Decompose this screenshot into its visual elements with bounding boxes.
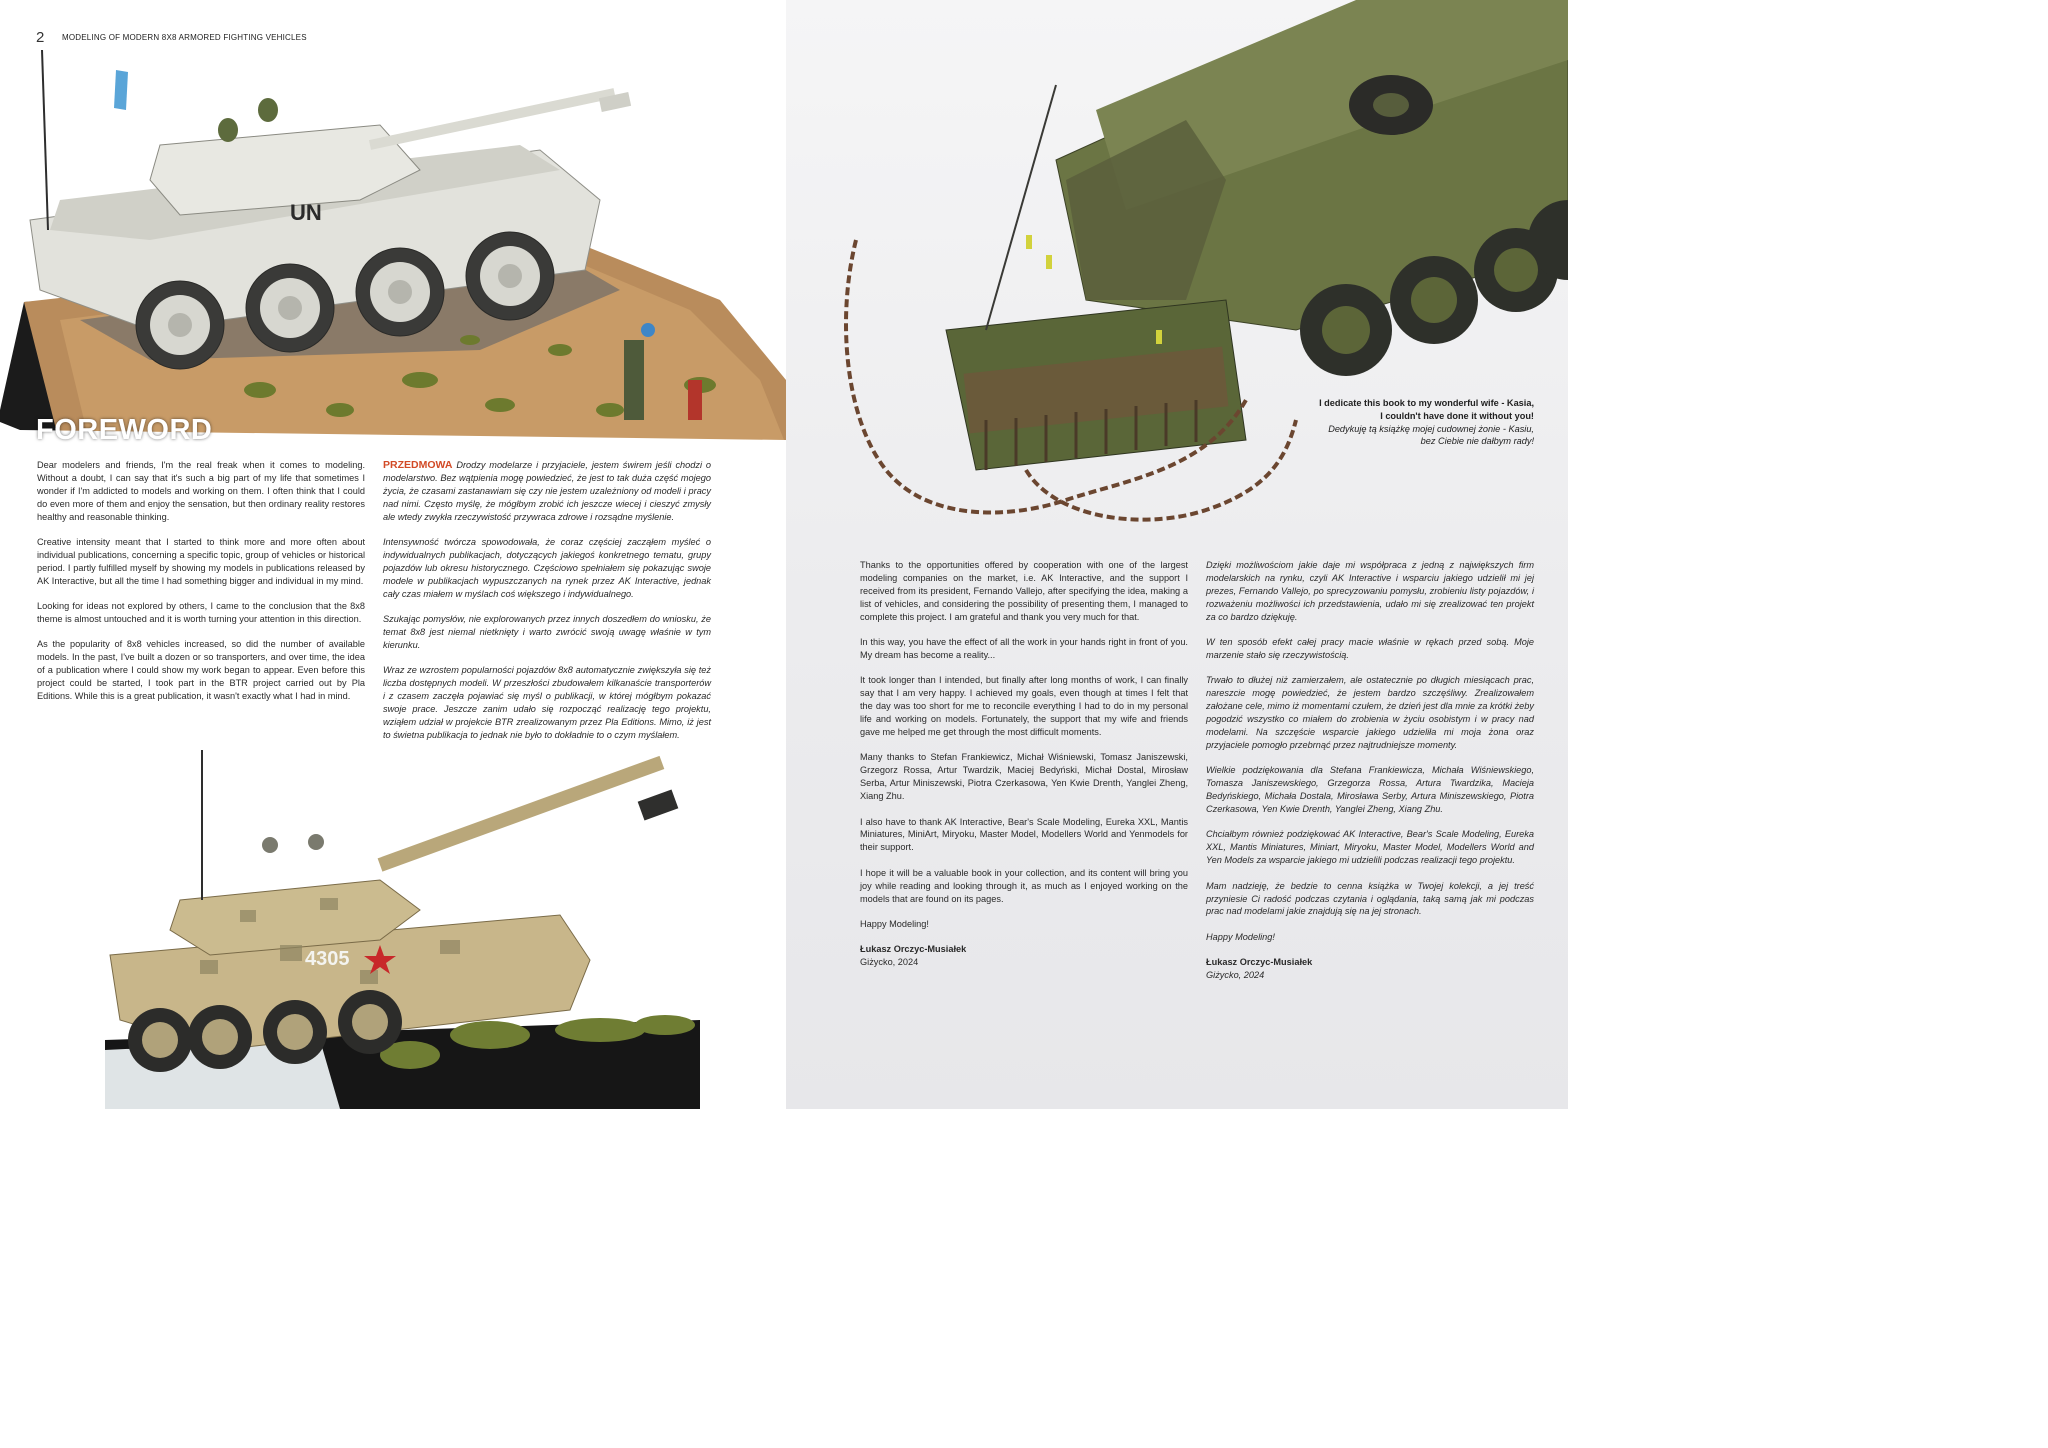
- signature-place: Giżycko, 2024: [1206, 970, 1265, 981]
- paragraph: Mam nadzieję, że bedzie to cenna książka w Twojej kolekcji, a jej treść przyniesie Ci radość podczas czytania i oglądania, taką samą jak mi podczas prac nad modelami jakie znajdują się na jej stronach.: [1206, 880, 1534, 917]
- paragraph: Thanks to the opportunities offered by cooperation with one of the largest modeling companies on the market, i.e. AK Interactive, and the support I received from its president, Fernando Vallejo, after specifying the idea, making a list of vehicles, and considering the possibility of presenting them, I managed to complete this project. I am grateful and thank you very much for that.: [860, 560, 1188, 622]
- paragraph: Dear modelers and friends, I'm the real freak when it comes to modeling. Without a doubt, I can say that it's such a big part of my life that sometimes I wonder if I'm addicted to models and working on them. I often think that I could do even more of them and enjoy the sensation, but then ordinary reality restores healthy and reasonable thinking.: [37, 460, 365, 522]
- dedication-polish-line: bez Ciebie nie dałbym rady!: [1420, 436, 1534, 447]
- hull-marking: UN: [290, 200, 322, 225]
- signature-name: Łukasz Orczyc-Musiałek: [860, 944, 967, 955]
- paragraph: Szukając pomysłów, nie explorowanych przez innych doszedłem do wniosku, że temat 8x8 jest niemal nietknięty i warto zwrócić swoją uwagę właśnie w tym kierunku.: [383, 614, 711, 650]
- paragraph: Looking for ideas not explored by others, I came to the conclusion that the 8x8 theme is almost untouched and it is worth turning your attention in this direction.: [37, 601, 365, 625]
- signature-place: Giżycko, 2024: [860, 957, 919, 968]
- camo-vehicle-diorama-photo: [80, 750, 730, 1109]
- paragraph: Many thanks to Stefan Frankiewicz, Michał Wiśniewski, Tomasz Janiszewski, Grzegorz Rossa, Artur Twardzik, Maciej Bedyński, Michał Dostal, Mirosław Serba, Artur Miniszewski, Piotra Czerkasowa, Yen Kwie Drenth, Yanglei Zheng, Xiang Zhu.: [860, 752, 1188, 802]
- hull-number: 4305: [305, 948, 350, 970]
- paragraph: Wielkie podziękowania dla Stefana Frankiewicza, Michała Wiśniewskiego, Tomasza Janiszewskiego, Grzegorza Rossa, Artura Twardzika, Macieja Bedyńskiego, Michała Dostala, Mirosława Serby, Artura Miniszewskiego, Piotra Czerkasowa, Yen Kwie Drenth, Yanglei Zheng, Xiang Zhu.: [1206, 765, 1534, 814]
- dedication-polish-line: Dedykuję tą książkę mojej cudownej żonie - Kasiu,: [1328, 423, 1534, 434]
- foreword-english-column: [37, 459, 365, 716]
- dedication-english-line: I dedicate this book to my wonderful wife - Kasia,: [1319, 398, 1534, 408]
- paragraph: Wraz ze wzrostem popularności pojazdów 8x8 automatycznie zwiększyła się też liczba dostępnych modeli. W przeszłości zbudowałem kilkanaście transporterów i z czasem zaczęła pojawiać się myśl o publikacji, w której mógłbym pokazać swoje prace. Jeszcze zanim udało się rozpocząć realizację tego projektu, wziąłem udział w projekcie BTR zrealizowanym przez Pla Editions. Mimo, iż jest to świetna publikacja to jednak nie było to dokładnie to o czym myślałem.: [383, 665, 711, 740]
- page-number: 2: [36, 29, 45, 46]
- un-vehicle-diorama-photo: [0, 50, 786, 445]
- mine-plow-vehicle-photo: [826, 0, 1568, 540]
- paragraph: Chciałbym również podziękować AK Interactive, Bear's Scale Modeling, Eureka XXL, Mantis Miniatures, Miniart, Miryoku, Master Model, Modellers World and Yen Models za wsparcie jakiego mi udzielili podczas realizacji tego projektu.: [1206, 829, 1534, 866]
- signature-name: Łukasz Orczyc-Musiałek: [1206, 957, 1313, 968]
- paragraph: As the popularity of 8x8 vehicles increased, so did the number of available models. In the past, I've built a dozen or so transporters, and over time, the idea of a publication where I could show my work began to appear. Even before this project could be started, I took part in the BTR project carried out by Pla Editions. While this is a great publication, it wasn't exactly what I had in mind.: [37, 639, 365, 702]
- running-head: MODELING OF MODERN 8X8 ARMORED FIGHTING VEHICLES: [62, 33, 307, 42]
- paragraph: Happy Modeling!: [860, 918, 929, 929]
- acknowledgements-polish-column: [1206, 559, 1534, 982]
- paragraph: I also have to thank AK Interactive, Bear's Scale Modeling, Eureka XXL, Mantis Miniatures, MiniArt, Miryoku, Master Model, Modellers World and Yenmodels for their support.: [860, 816, 1188, 853]
- paragraph: It took longer than I intended, but finally after long months of work, I can finally say that I am very happy. I achieved my goals, even though at times I felt that the day was too short for me to reconcile everything I had to do in my personal life and working on models. Fortunately, the support that my wife and friends gave me helped me get through the most difficult moments.: [860, 675, 1188, 737]
- paragraph: Creative intensity meant that I started to think more and more often about individual publications, concerning a specific topic, group of vehicles or historical period. I partly fulfilled myself by showing my models in publications released by AK Interactive, but all the time I had something bigger and individual in my mind.: [37, 537, 365, 586]
- paragraph: W ten sposób efekt całej pracy macie właśnie w rękach przed sobą. Moje marzenie stało się rzeczywistością.: [1206, 637, 1534, 660]
- foreword-title: FOREWORD: [36, 414, 213, 446]
- dedication: [1204, 397, 1534, 448]
- paragraph: Intensywność twórcza spowodowała, że coraz częściej zacząłem myśleć o indywidualnych publikacjach, dotyczących jakiegoś konkretnego tematu, grupy pojazdów lub okresu historycznego. Częściowo spełniałem się pokazując swoje modele w publikacjach wypuszczanych na rynek przez AK Interactive, jednak cały czas miałem w myślach coś większego i indywidualnego.: [383, 537, 711, 599]
- paragraph: Dzięki możliwościom jakie daje mi współpraca z jedną z największych firm modelarskich na rynku, czyli AK Interactive i wsparciu jakiego udzielił mi jej prezes, Fernando Vallejo, po sprecyzowaniu pomysłu, zrobieniu listy pojazdów, i rozważeniu możliwości ich przedstawienia, udało mi się zrealizować ten projekt za co bardzo dziękuję.: [1206, 560, 1534, 622]
- paragraph: Happy Modeling!: [1206, 931, 1275, 942]
- paragraph: Trwało to dłużej niż zamierzałem, ale ostatecznie po długich miesiącach prac, nareszcie mogę powiedzieć, że jestem bardzo szczęśliwy. Zrealizowałem założane cele, mimo iż momentami czułem, że dzień jest dla mnie za krótki żeby pogodzić wszystko co miałem do zrobienia w życiu osobistym i w pracy nad modelami. Na szczęście wsparcie jakiego udzieliła mi moja żona oraz przyjaciele pomogło przebrnąć przez najtrudniejsze momenty.: [1206, 675, 1534, 750]
- paragraph: In this way, you have the effect of all the work in your hands right in front of you. My dream has become a reality...: [860, 637, 1188, 660]
- paragraph: I hope it will be a valuable book in your collection, and its content will bring you joy while reading and looking through it, as much as I enjoyed working on the models that are found on its pages.: [860, 867, 1188, 904]
- paragraph: Drodzy modelarze i przyjaciele, jestem świrem jeśli chodzi o modelarstwo. Bez wątpienia mogę powiedzieć, że jest to tak duża część mojego życia, że czasami zastanawiam się czy nie jestem uzależniony od modeli i pracy nad nimi. Często myślę, że mógłbym zrobić ich jeszcze wiecej i cieszyć zmysły ale wtedy zwykła rzeczywistość przywraca zdrowe i rozsądne myślenie.: [383, 460, 711, 522]
- right-page: [786, 0, 1568, 1109]
- dedication-english-line: I couldn't have done it without you!: [1380, 410, 1534, 421]
- polish-heading: PRZEDMOWA: [383, 459, 453, 471]
- foreword-polish-column: [383, 459, 711, 754]
- left-page: [0, 0, 786, 1109]
- acknowledgements-english-column: [860, 559, 1188, 969]
